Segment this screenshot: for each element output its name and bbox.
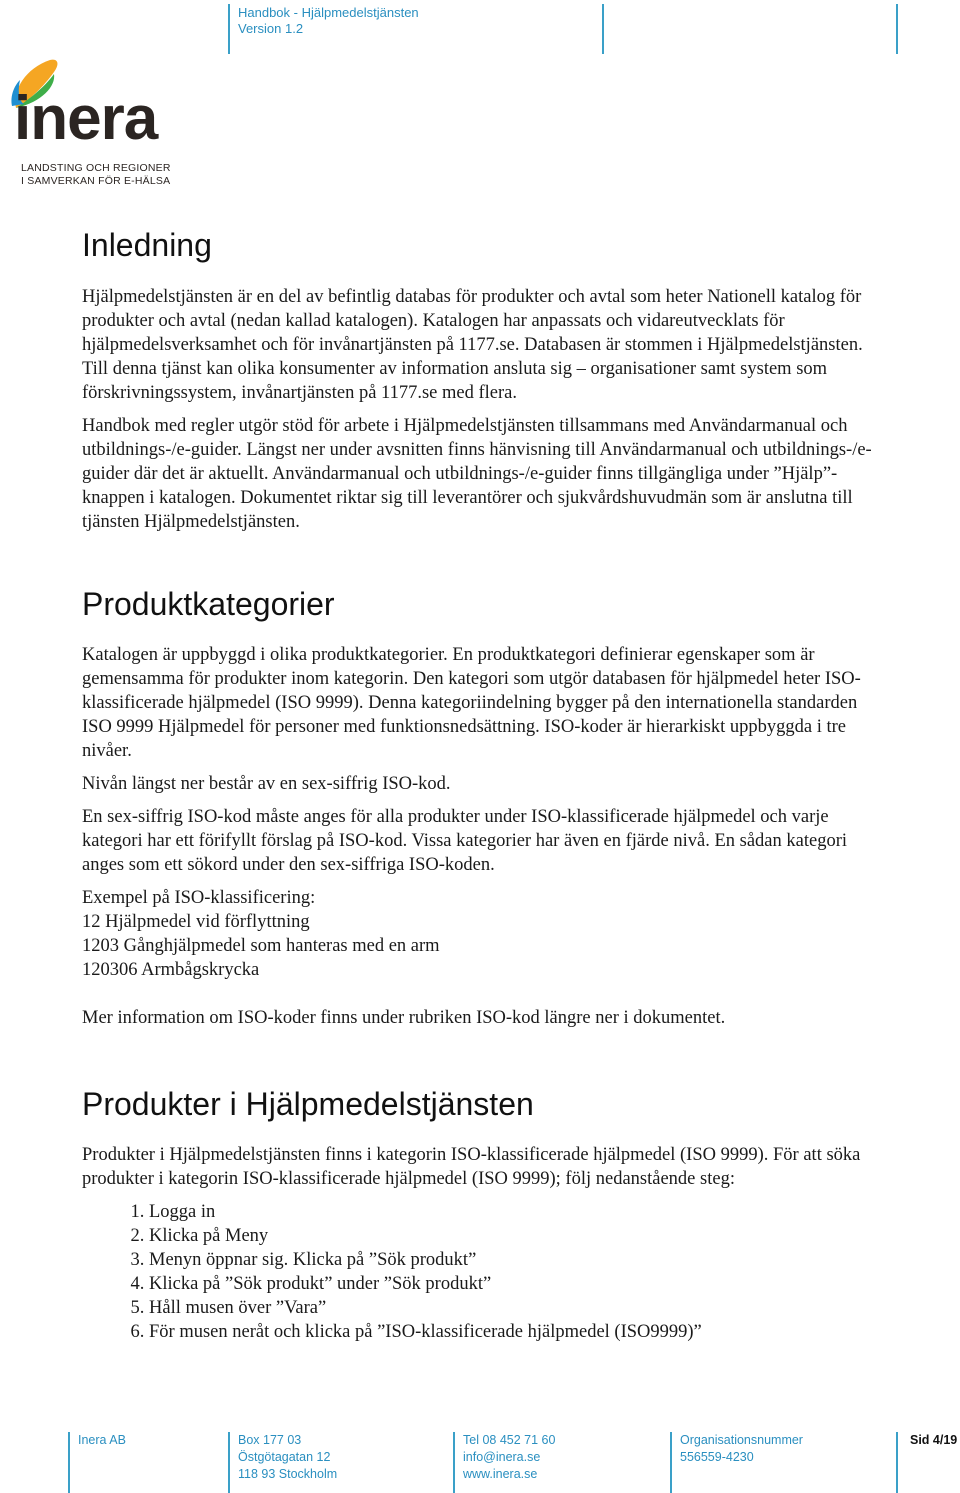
step-item: 6. För musen neråt och klicka på ”ISO-klassificerade hjälpmedel (ISO9999)”	[149, 1320, 887, 1344]
step-item: 3. Menyn öppnar sig. Klicka på ”Sök produkt”	[149, 1248, 887, 1272]
footer-phone: Tel 08 452 71 60	[463, 1433, 556, 1447]
step-item: 5. Håll musen över ”Vara”	[149, 1296, 887, 1320]
iso-example-block	[82, 886, 887, 982]
footer-rule-2	[228, 1432, 230, 1493]
document-version: Version 1.2	[238, 21, 304, 36]
header-rule-3	[896, 4, 898, 54]
search-steps-list	[82, 1200, 887, 1344]
header-rule-1	[228, 4, 230, 54]
footer-rule-5	[896, 1432, 898, 1493]
footer-company: Inera AB	[78, 1433, 126, 1447]
footer-rule-1	[68, 1432, 70, 1493]
iso-example-level-1: 12 Hjälpmedel vid förflyttning	[82, 912, 310, 932]
produktkategorier-paragraph-4: Mer information om ISO-koder finns under rubriken ISO-kod längre ner i dokumentet.	[82, 1008, 726, 1028]
iso-example-title: Exempel på ISO-klassificering:	[82, 888, 316, 908]
produkter-paragraph-1: Produkter i Hjälpmedelstjänsten finns i kategorin ISO-klassificerade hjälpmedel (ISO 9999). För att söka produkter i kategorin ISO-klassificerade hjälpmedel (ISO 9999); följ nedanstående steg:	[82, 1145, 861, 1189]
header-rule-2	[602, 4, 604, 54]
inera-logo-wordmark: inera	[14, 84, 158, 153]
footer-website-link[interactable]: www.inera.se	[463, 1467, 538, 1481]
footer-org: Organisationsnummer 556559-4230	[680, 1433, 803, 1464]
footer-address: Box 177 03 Östgötagatan 12 118 93 Stockholm	[238, 1433, 338, 1481]
step-item: 1. Logga in	[149, 1200, 887, 1224]
heading-produktkategorier: Produktkategorier	[82, 586, 335, 622]
iso-example-level-3: 120306 Armbågskrycka	[82, 960, 260, 980]
footer-contact	[463, 1432, 555, 1483]
document-body	[82, 220, 887, 1344]
document-title: Handbok - Hjälpmedelstjänsten	[238, 5, 419, 20]
produktkategorier-paragraph-3: En sex-siffrig ISO-kod måste anges för alla produkter under ISO-klassificerade hjälpmedel och varje kategori har ett förifyllt förslag på ISO-kod. Vissa kategorier har även en fjärde nivå. En sådan kategori anges som ett sökord under den sex-siffriga ISO-koden.	[82, 807, 847, 875]
step-item: 4. Klicka på ”Sök produkt” under ”Sök produkt”	[149, 1272, 887, 1296]
inledning-paragraph-1: Hjälpmedelstjänsten är en del av befintlig databas för produkter och avtal som heter Nationell katalog för produkter och avtal (nedan kallad katalogen). Katalogen har anpassats och vidareutvecklats för hjälpmedelsverksamhet och för invånartjänsten på 1177.se. Databasen är stommen i Hjälpmedelstjänsten. Till denna tjänst kan olika konsumenter av information ansluta sig – organisationer samt system som förskrivningssystem, invånartjänsten på 1177.se med flera.	[82, 287, 863, 403]
step-item: 2. Klicka på Meny	[149, 1224, 887, 1248]
heading-produkter: Produkter i Hjälpmedelstjänsten	[82, 1086, 534, 1122]
footer-rule-3	[453, 1432, 455, 1493]
document-header	[238, 5, 419, 37]
heading-inledning: Inledning	[82, 227, 212, 263]
footer-rule-4	[670, 1432, 672, 1493]
page-number: Sid 4/19	[910, 1433, 958, 1447]
produktkategorier-paragraph-1: Katalogen är uppbyggd i olika produktkategorier. En produktkategori definierar egenskaper som är gemensamma för produkter inom kategorin. Den kategori som utgör databasen för hjälpmedel heter ISO-klassificerade hjälpmedel (ISO 9999). Denna kategoriindelning bygger på den internationella standarden ISO 9999 Hjälpmedel för personer med funktionsnedsättning. ISO-koder är hierarkiskt uppbyggda i tre nivåer.	[82, 645, 861, 761]
inera-logo-tagline: LANDSTING OCH REGIONER I SAMVERKAN FÖR E-HÄLSA	[21, 162, 171, 187]
document-footer	[0, 1432, 960, 1493]
footer-email-link[interactable]: info@inera.se	[463, 1450, 541, 1464]
inledning-paragraph-2: Handbok med regler utgör stöd för arbete i Hjälpmedelstjänsten tillsammans med Användarmanual och utbildnings-/e-guider. Längst ner under avsnitten finns hänvisning till Användarmanual och utbildnings-/e-guider där det är aktuellt. Användarmanual och utbildnings-/e-guider finns tillgängliga under ”Hjälp”-knappen i katalogen. Dokumentet riktar sig till leverantörer och sjukvårdshuvudmän som är anslutna till tjänsten Hjälpmedelstjänsten.	[82, 416, 872, 532]
produktkategorier-paragraph-2: Nivån längst ner består av en sex-siffrig ISO-kod.	[82, 774, 451, 794]
iso-example-level-2: 1203 Gånghjälpmedel som hanteras med en arm	[82, 936, 440, 956]
